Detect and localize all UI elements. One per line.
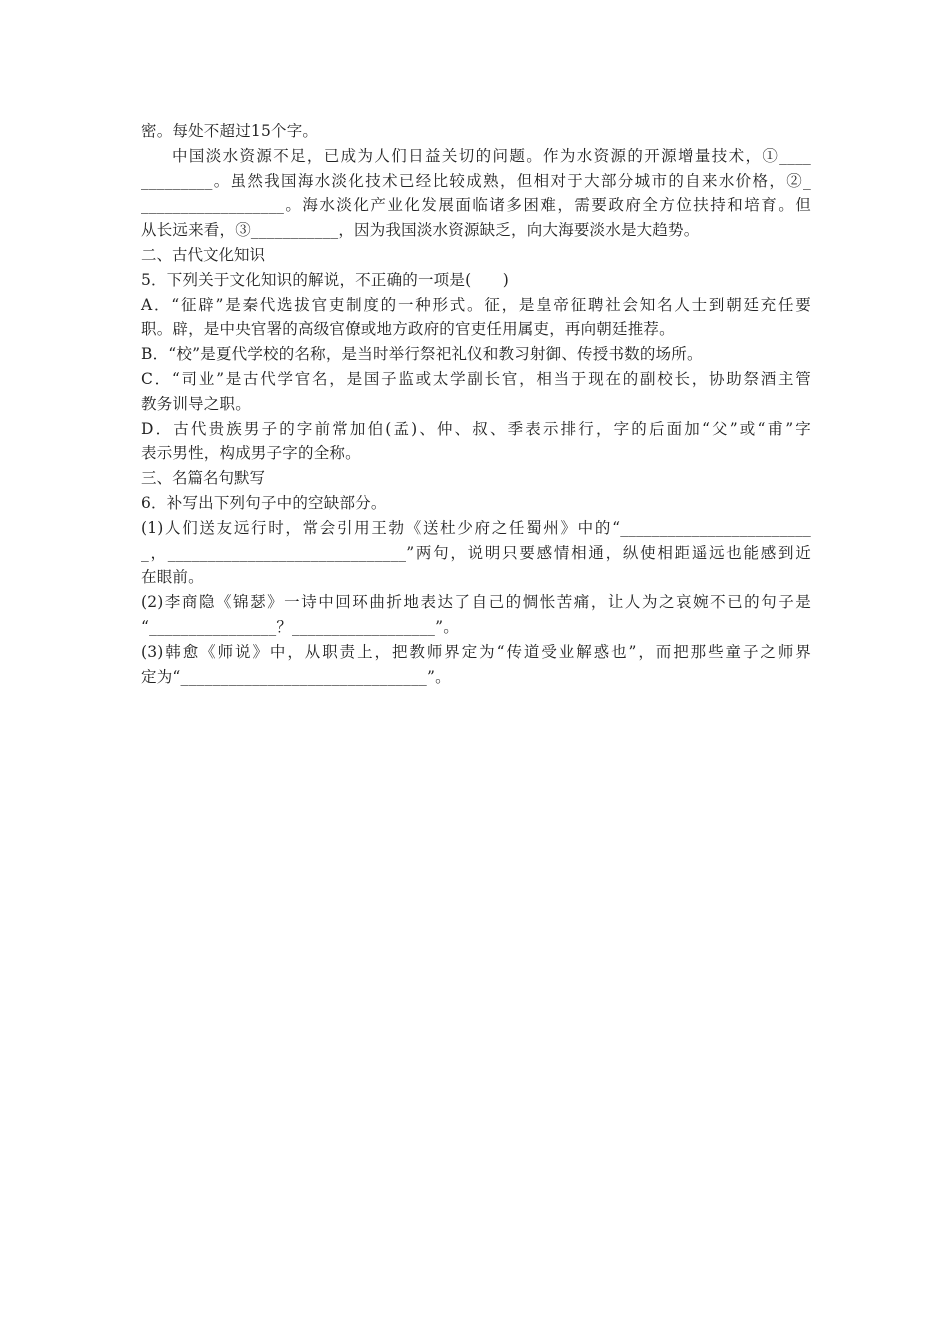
passage-line-3: __________________。海水淡化产业化发展面临诸多困难，需要政府全方位扶持和培育。但	[141, 196, 811, 215]
option-c-line-2: 教务训导之职。	[141, 394, 251, 413]
question-6-2-line-2: “________________？__________________”。	[141, 617, 459, 636]
question-5: 5．下列关于文化知识的解说，不正确的一项是( )	[141, 270, 509, 289]
question-6-1-line-2: _，______________________________”两句，说明只要感情相通，纵使相距遥远也能感到近	[141, 543, 811, 562]
section-3-title: 三、名篇名句默写	[141, 469, 266, 488]
option-a-line-2: 职。辟，是中央官署的高级官僚或地方政府的官吏任用属吏，再向朝廷推荐。	[141, 320, 675, 339]
question-6-1-line-1: (1)人们送友远行时，常会引用王勃《送杜少府之任蜀州》中的“________________________	[141, 518, 811, 537]
passage-line-4: 从长远来看，③___________，因为我国淡水资源缺乏，向大海要淡水是大趋势。	[141, 221, 700, 240]
top-fragment: 密。每处不超过15个字。	[141, 122, 319, 140]
question-6-2-line-1: (2)李商隐《锦瑟》一诗中回环曲折地表达了自己的惆怅苦痛，让人为之哀婉不已的句子是	[141, 593, 811, 612]
document-page	[141, 119, 811, 689]
option-d-line-1: D．古代贵族男子的字前常加伯(孟)、仲、叔、季表示排行，字的后面加“父”或“甫”字	[141, 419, 811, 438]
option-b: B．“校”是夏代学校的名称，是当时举行祭祀礼仪和教习射御、传授书数的场所。	[141, 345, 703, 364]
passage-line-1: 中国淡水资源不足，已成为人们日益关切的问题。作为水资源的开源增量技术，①____	[172, 146, 811, 165]
question-6-3-line-1: (3)韩愈《师说》中，从职责上，把教师界定为“传道受业解惑也”，而把那些童子之师界	[141, 642, 811, 661]
option-c-line-1: C．“司业”是古代学官名，是国子监或太学副长官，相当于现在的副校长，协助祭酒主管	[141, 369, 811, 388]
option-d-line-2: 表示男性，构成男子字的全称。	[141, 444, 361, 463]
question-6: 6．补写出下列句子中的空缺部分。	[141, 493, 387, 512]
section-2-title: 二、古代文化知识	[141, 245, 266, 264]
option-a-line-1: A．“征辟”是秦代选拔官吏制度的一种形式。征，是皇帝征聘社会知名人士到朝廷充任要	[141, 295, 811, 314]
question-6-3-line-2: 定为“_______________________________”。	[141, 667, 451, 686]
question-6-1-line-3: 在眼前。	[141, 568, 204, 587]
passage-line-2: _________。虽然我国海水淡化技术已经比较成熟，但相对于大部分城市的自来水价格，②_	[141, 171, 811, 190]
